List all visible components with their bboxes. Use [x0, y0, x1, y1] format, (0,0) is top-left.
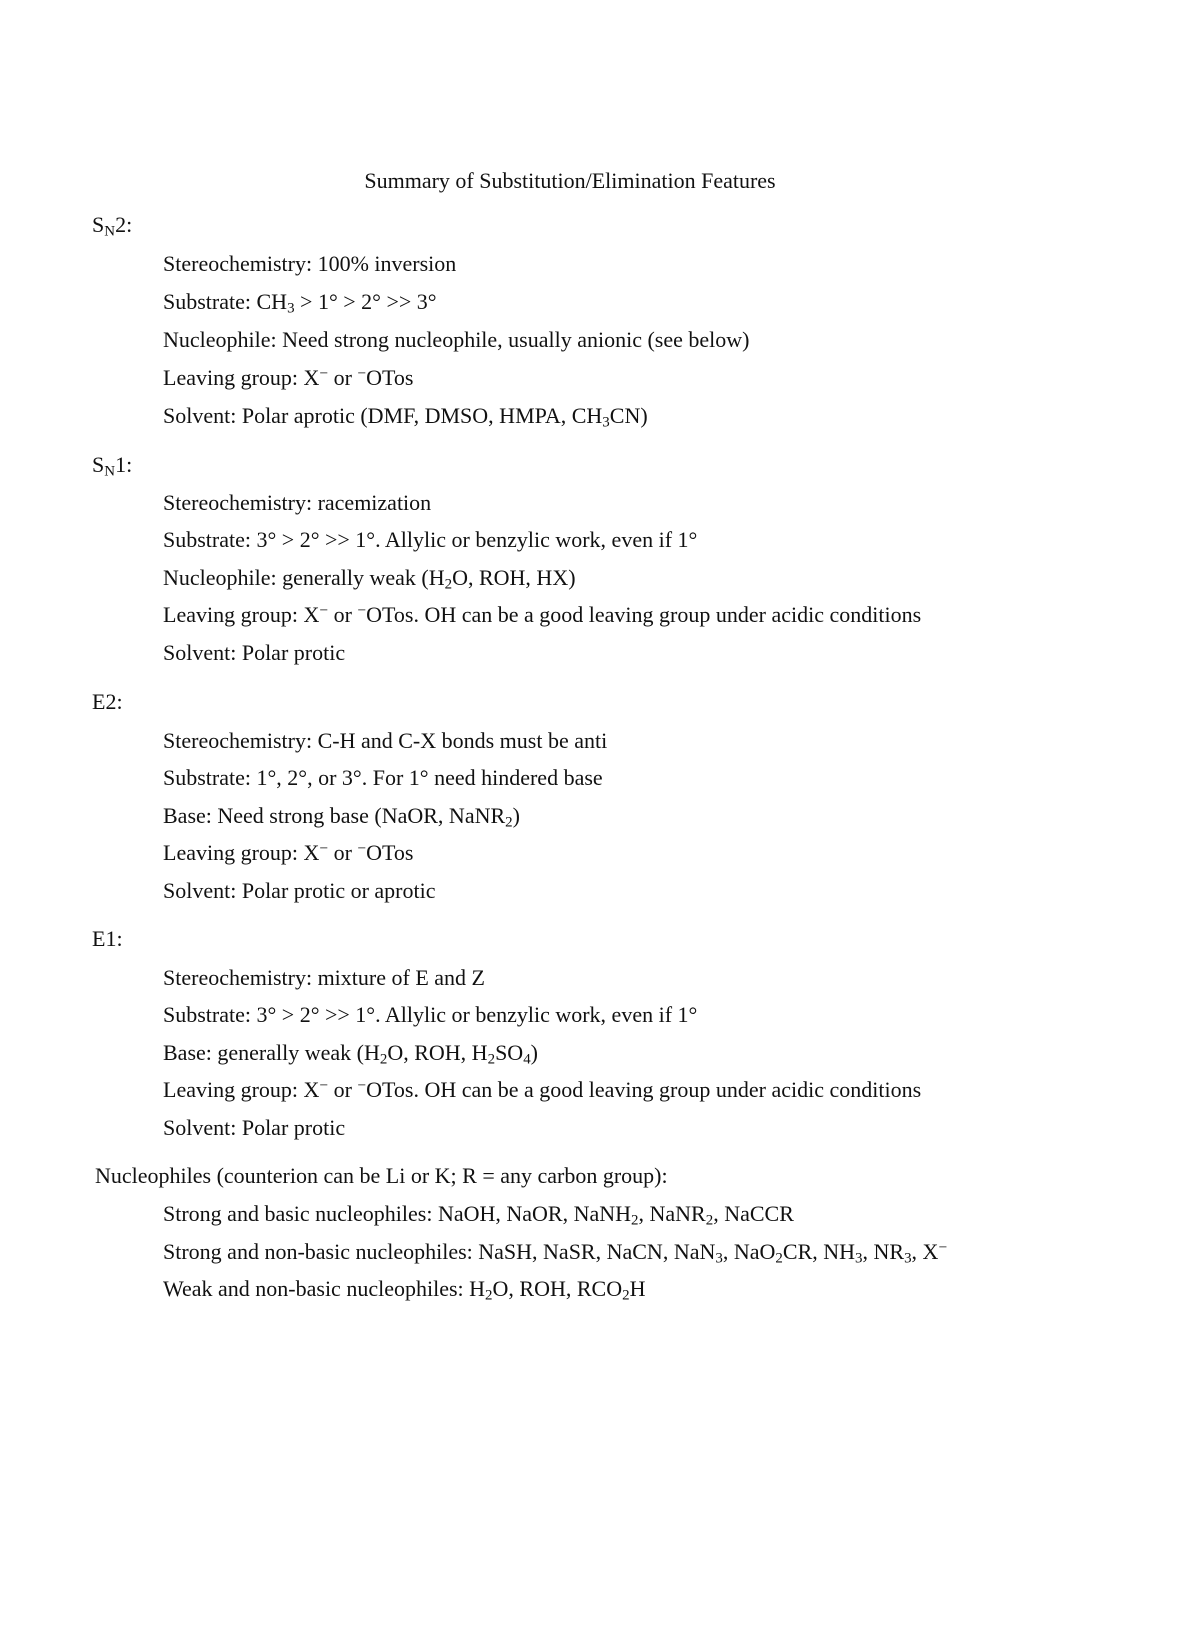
sn1-nucleophile: Nucleophile: generally weak ($H_2O$, ROH, HX) — [163, 565, 576, 593]
sn1-stereochemistry: Stereochemistry: racemization — [163, 490, 432, 515]
nucleophiles-heading: Nucleophiles (counterion can be Li or K; R = any carbon group): — [95, 1163, 668, 1188]
page-title: Summary of Substitution/Elimination Features — [364, 168, 776, 193]
e2-heading: E2: — [92, 689, 123, 714]
sn2-heading: $S_N2$: — [92, 212, 133, 240]
sn2-substrate: Substrate: $CH_3 > 1^\circ > 2^\circ >> 3^\circ$ — [163, 289, 437, 317]
strong-basic-nucleophiles: Strong and basic nucleophiles: NaOH, NaOR, NaNH$_2$, NaNR$_2$, NaCCR — [163, 1201, 794, 1229]
e1-solvent: Solvent: Polar protic — [163, 1115, 346, 1140]
e2-base: Base: Need strong base (NaOR, NaNR$_2$) — [163, 803, 520, 831]
e1-substrate: Substrate: 3° > 2° >> 1°. Allylic or benzylic work, even if 1° — [163, 1002, 698, 1027]
sn1-substrate: Substrate: 3° > 2° >> 1°. Allylic or benzylic work, even if 1° — [163, 527, 698, 552]
e2-solvent: Solvent: Polar protic or aprotic — [163, 878, 436, 903]
sn2-nucleophile: Nucleophile: Need strong nucleophile, usually anionic (see below) — [163, 327, 750, 352]
e1-stereochemistry: Stereochemistry: mixture of E and Z — [163, 965, 485, 990]
e1-base: Base: generally weak ($H_2O$, ROH, $H_2SO_4$) — [163, 1040, 538, 1068]
e1-heading: E1: — [92, 926, 123, 951]
sn2-stereochemistry: Stereochemistry: 100% inversion — [163, 251, 457, 276]
weak-nonbasic-nucleophiles: Weak and non-basic nucleophiles: $H_2O$, ROH, $RCO_2H$ — [163, 1276, 646, 1304]
strong-nonbasic-nucleophiles: Strong and non-basic nucleophiles: NaSH, NaSR, NaCN, NaN$_3$, NaO$_2$CR, $NH_3$, $NR_3$, X− — [163, 1239, 948, 1267]
sn1-solvent: Solvent: Polar protic — [163, 640, 346, 665]
e2-leaving-group: Leaving group: X− or −OTos — [163, 840, 414, 865]
e2-stereochemistry: Stereochemistry: C-H and C-X bonds must be anti — [163, 728, 608, 753]
sn2-leaving-group: Leaving group: X− or −OTos — [163, 365, 414, 390]
sn1-heading: $S_N1$: — [92, 452, 133, 480]
e2-substrate: Substrate: 1°, 2°, or 3°. For 1° need hindered base — [163, 765, 603, 790]
sn1-leaving-group: Leaving group: X− or −OTos. OH can be a good leaving group under acidic conditions — [163, 602, 922, 627]
sn2-solvent: Solvent: Polar aprotic (DMF, DMSO, HMPA, $CH_3CN$) — [163, 403, 648, 431]
e1-leaving-group: Leaving group: X− or −OTos. OH can be a good leaving group under acidic conditions — [163, 1077, 922, 1102]
